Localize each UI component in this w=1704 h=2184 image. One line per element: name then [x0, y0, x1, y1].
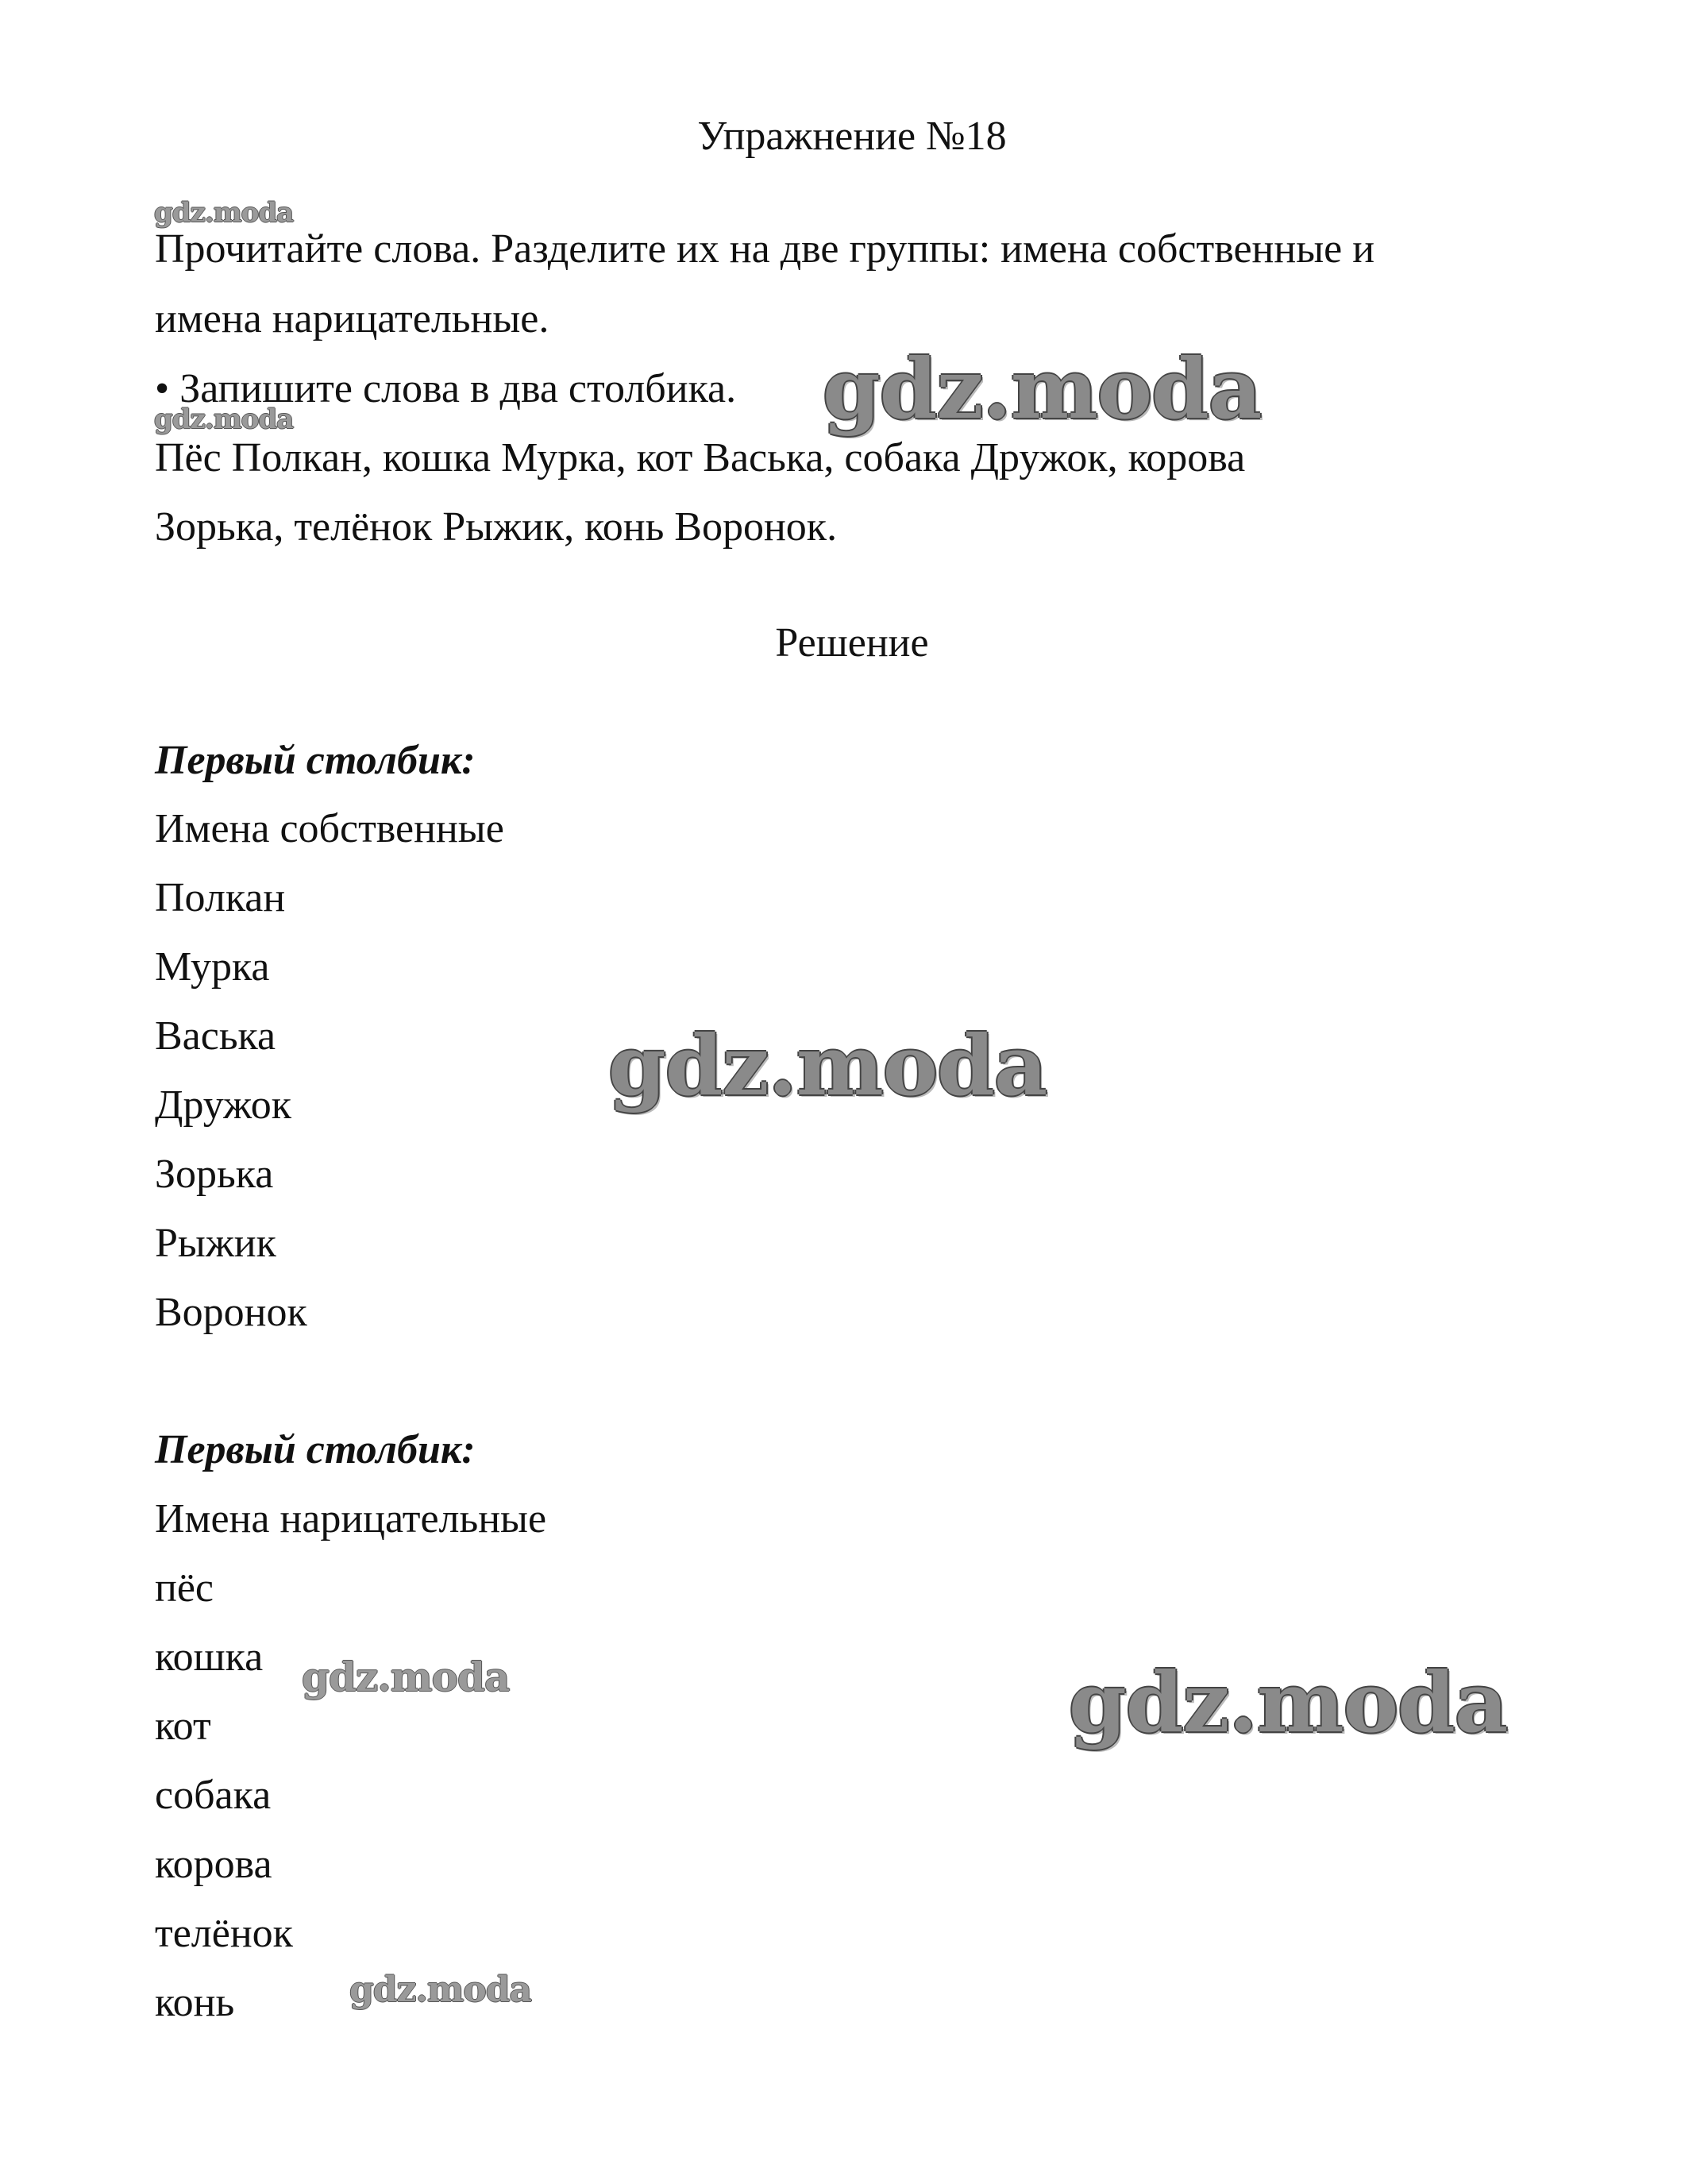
solution-heading: Решение [775, 620, 929, 666]
task-line-3: • Запишите слова в два столбика. [155, 366, 737, 411]
column1-item: Рыжик [155, 1221, 276, 1266]
task-line-4: Пёс Полкан, кошка Мурка, кот Васька, собака Дружок, корова [155, 435, 1246, 480]
watermark: gdz.moda [823, 340, 1262, 438]
column2-item: кот [155, 1704, 211, 1749]
exercise-title: Упражнение №18 [697, 114, 1007, 159]
watermark: gdz.moda [154, 403, 294, 435]
watermark: gdz.moda [608, 1017, 1047, 1114]
column2-item: телёнок [155, 1911, 293, 1956]
column2-heading: Первый столбик: [155, 1427, 476, 1472]
column1-item: Васька [155, 1013, 276, 1059]
column2-item: пёс [155, 1565, 214, 1611]
column1-item: Воронок [155, 1290, 307, 1335]
watermark: gdz.moda [1069, 1653, 1508, 1751]
column2-item: конь [155, 1980, 235, 2025]
task-line-5: Зорька, телёнок Рыжик, конь Воронок. [155, 504, 838, 550]
column2-subheading: Имена нарицательные [155, 1496, 547, 1542]
task-line-1: Прочитайте слова. Разделите их на две группы: имена собственные и [155, 226, 1375, 272]
column1-item: Зорька [155, 1152, 274, 1197]
column1-subheading: Имена собственные [155, 806, 504, 851]
column1-item: Полкан [155, 875, 286, 920]
column1-item: Мурка [155, 944, 270, 990]
column2-item: собака [155, 1773, 272, 1818]
column1-item: Дружок [155, 1082, 291, 1128]
column2-item: кошка [155, 1634, 264, 1680]
watermark: gdz.moda [349, 1970, 532, 2010]
column1-heading: Первый столбик: [155, 738, 476, 783]
watermark: gdz.moda [154, 197, 294, 229]
column2-item: корова [155, 1842, 272, 1887]
watermark: gdz.moda [302, 1653, 510, 1700]
task-line-2: имена нарицательные. [155, 296, 549, 341]
